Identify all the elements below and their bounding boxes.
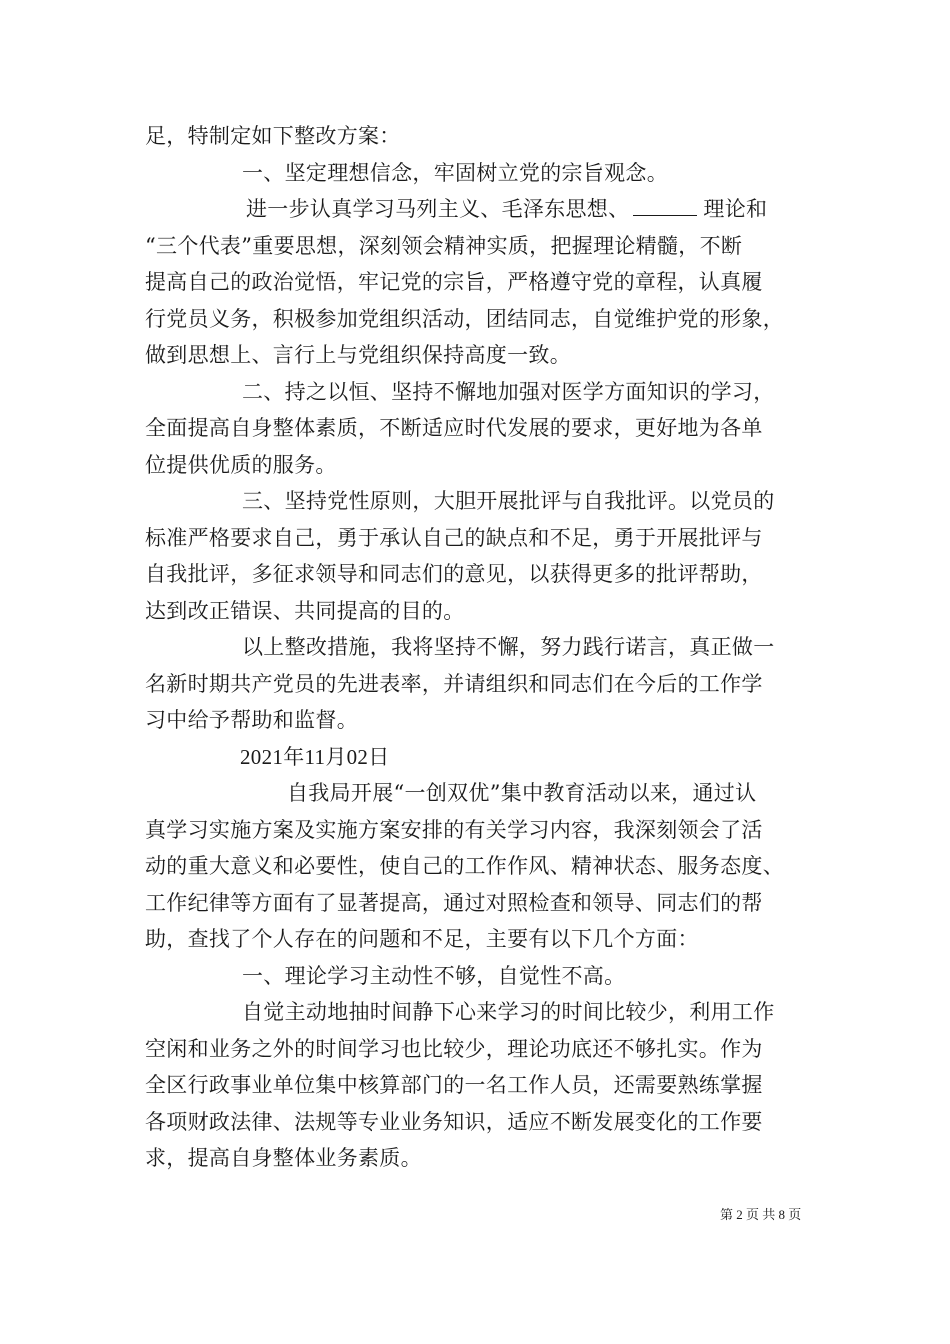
paragraph-line: 行党员义务，积极参加党组织活动，团结同志，自觉维护党的形象， bbox=[145, 306, 784, 331]
paragraph-line: 空闲和业务之外的时间学习也比较少，理论功底还不够扎实。作为 bbox=[145, 1036, 763, 1061]
paragraph-line: 足，特制定如下整改方案： bbox=[145, 124, 401, 148]
paragraph-line: 动的重大意义和必要性，使自己的工作作风、精神状态、服务态度、 bbox=[145, 854, 784, 878]
paragraph-line: 达到改正错误、共同提高的目的。 bbox=[145, 598, 465, 623]
blank-underline bbox=[633, 199, 697, 216]
paragraph-line: 提高自己的政治觉悟，牢记党的宗旨，严格遵守党的章程，认真履 bbox=[145, 270, 763, 294]
paragraph-line: 做到思想上、言行上与党组织保持高度一致。 bbox=[145, 343, 571, 367]
document-date: 2021年11月02日 bbox=[240, 744, 390, 769]
paragraph-line: 自觉主动地抽时间静下心来学习的时间比较少，利用工作 bbox=[242, 1000, 775, 1024]
paragraph-text: 进一步认真学习马列主义、毛泽东思想、 bbox=[246, 197, 630, 221]
paragraph-line: “三个代表”重要思想，深刻领会精神实质，把握理论精髓，不断 bbox=[145, 233, 743, 258]
paragraph-text: 理论和 bbox=[703, 197, 768, 221]
paragraph-line: 以上整改措施，我将坚持不懈，努力践行诺言，真正做一 bbox=[242, 635, 775, 659]
page-number: 第 2 页 共 8 页 bbox=[720, 1207, 802, 1222]
section-heading-2: 二、持之以恒、坚持不懈地加强对医学方面知识的学习， bbox=[242, 379, 775, 404]
paragraph-line: 真学习实施方案及实施方案安排的有关学习内容，我深刻领会了活 bbox=[145, 817, 763, 842]
document-body bbox=[145, 118, 810, 1177]
section-heading-1: 一、坚定理想信念，牢固树立党的宗旨观念。 bbox=[242, 160, 668, 185]
paragraph-line: 自我局开展“一创双优”集中教育活动以来，通过认 bbox=[287, 781, 757, 805]
paragraph-line: 自我批评，多征求领导和同志们的意见，以获得更多的批评帮助， bbox=[145, 562, 763, 586]
paragraph-line: 工作纪律等方面有了显著提高，通过对照检查和领导、同志们的帮 bbox=[145, 890, 763, 915]
paragraph-line: 习中给予帮助和监督。 bbox=[145, 708, 358, 732]
paragraph-line: 各项财政法律、法规等专业业务知识，适应不断发展变化的工作要 bbox=[145, 1109, 763, 1134]
paragraph-line: 助，查找了个人存在的问题和不足，主要有以下几个方面： bbox=[145, 927, 699, 951]
paragraph-line: 全区行政事业单位集中核算部门的一名工作人员，还需要熟练掌握 bbox=[145, 1073, 763, 1097]
section-heading-4: 一、理论学习主动性不够，自觉性不高。 bbox=[242, 963, 626, 988]
section-heading-3: 三、坚持党性原则，大胆开展批评与自我批评。以党员的 bbox=[242, 489, 775, 513]
paragraph-line: 标准严格要求自己，勇于承认自己的缺点和不足，勇于开展批评与 bbox=[145, 525, 763, 550]
paragraph-line: 位提供优质的服务。 bbox=[145, 452, 337, 477]
paragraph-line: 名新时期共产党员的先进表率，并请组织和同志们在今后的工作学 bbox=[145, 671, 763, 696]
paragraph-line: 求，提高自身整体业务素质。 bbox=[145, 1146, 422, 1170]
paragraph-line: 全面提高自身整体素质，不断适应时代发展的要求，更好地为各单 bbox=[145, 416, 763, 440]
paragraph-line bbox=[145, 191, 810, 228]
